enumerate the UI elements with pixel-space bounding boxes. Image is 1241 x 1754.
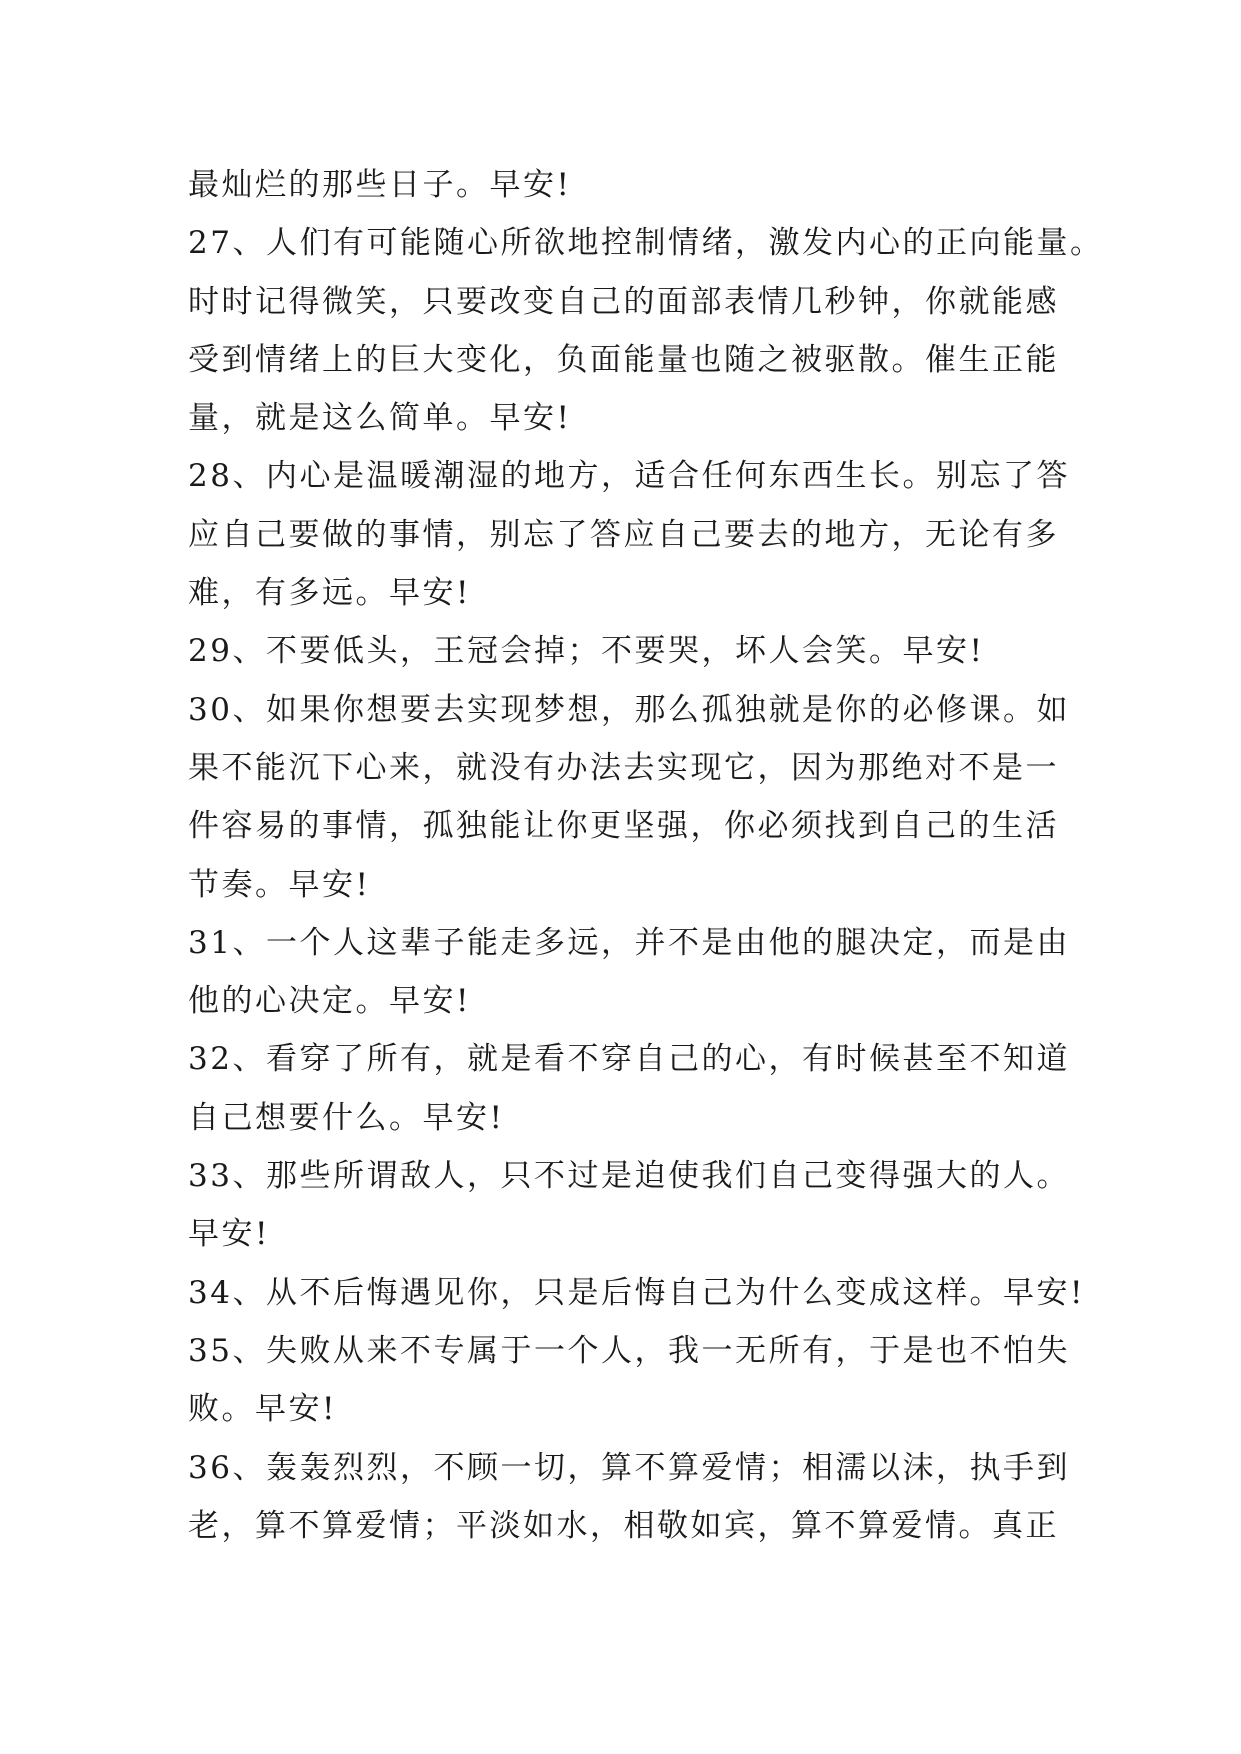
text-line: 早安! xyxy=(188,1216,270,1253)
text-line: 32、看穿了所有，就是看不穿自己的心，有时候甚至不知道 xyxy=(188,1041,1070,1078)
text-line: 难，有多远。早安! xyxy=(188,575,471,612)
text-line: 应自己要做的事情，别忘了答应自己要去的地方，无论有多 xyxy=(188,516,1059,553)
text-line: 33、那些所谓敌人，只不过是迫使我们自己变得强大的人。 xyxy=(188,1158,1070,1195)
text-line: 果不能沉下心来，就没有办法去实现它，因为那绝对不是一 xyxy=(188,749,1059,786)
document-body xyxy=(188,156,1104,1555)
text-line: 节奏。早安! xyxy=(188,866,371,903)
text-line: 件容易的事情，孤独能让你更坚强，你必须找到自己的生活 xyxy=(188,808,1059,845)
text-line: 时时记得微笑，只要改变自己的面部表情几秒钟，你就能感 xyxy=(188,283,1059,320)
text-line: 34、从不后悔遇见你，只是后悔自己为什么变成这样。早安! xyxy=(188,1274,1085,1311)
text-line: 30、如果你想要去实现梦想，那么孤独就是你的必修课。如 xyxy=(188,691,1070,728)
text-line: 受到情绪上的巨大变化，负面能量也随之被驱散。催生正能 xyxy=(188,341,1059,378)
text-line: 量，就是这么简单。早安! xyxy=(188,400,572,437)
text-line: 败。早安! xyxy=(188,1391,337,1428)
text-line: 28、内心是温暖潮湿的地方，适合任何东西生长。别忘了答 xyxy=(188,458,1070,495)
text-line: 老，算不算爱情；平淡如水，相敬如宾，算不算爱情。真正 xyxy=(188,1507,1059,1544)
text-line: 31、一个人这辈子能走多远，并不是由他的腿决定，而是由 xyxy=(188,924,1070,961)
text-line: 自己想要什么。早安! xyxy=(188,1099,505,1136)
text-line: 36、轰轰烈烈，不顾一切，算不算爱情；相濡以沫，执手到 xyxy=(188,1449,1070,1486)
text-line: 29、不要低头，王冠会掉；不要哭，坏人会笑。早安! xyxy=(188,633,985,670)
text-line: 35、失败从来不专属于一个人，我一无所有，于是也不怕失 xyxy=(188,1332,1070,1369)
text-line: 他的心决定。早安! xyxy=(188,983,471,1020)
text-line: 最灿烂的那些日子。早安! xyxy=(188,167,572,203)
text-line: 27、人们有可能随心所欲地控制情绪，激发内心的正向能量。 xyxy=(188,225,1104,262)
